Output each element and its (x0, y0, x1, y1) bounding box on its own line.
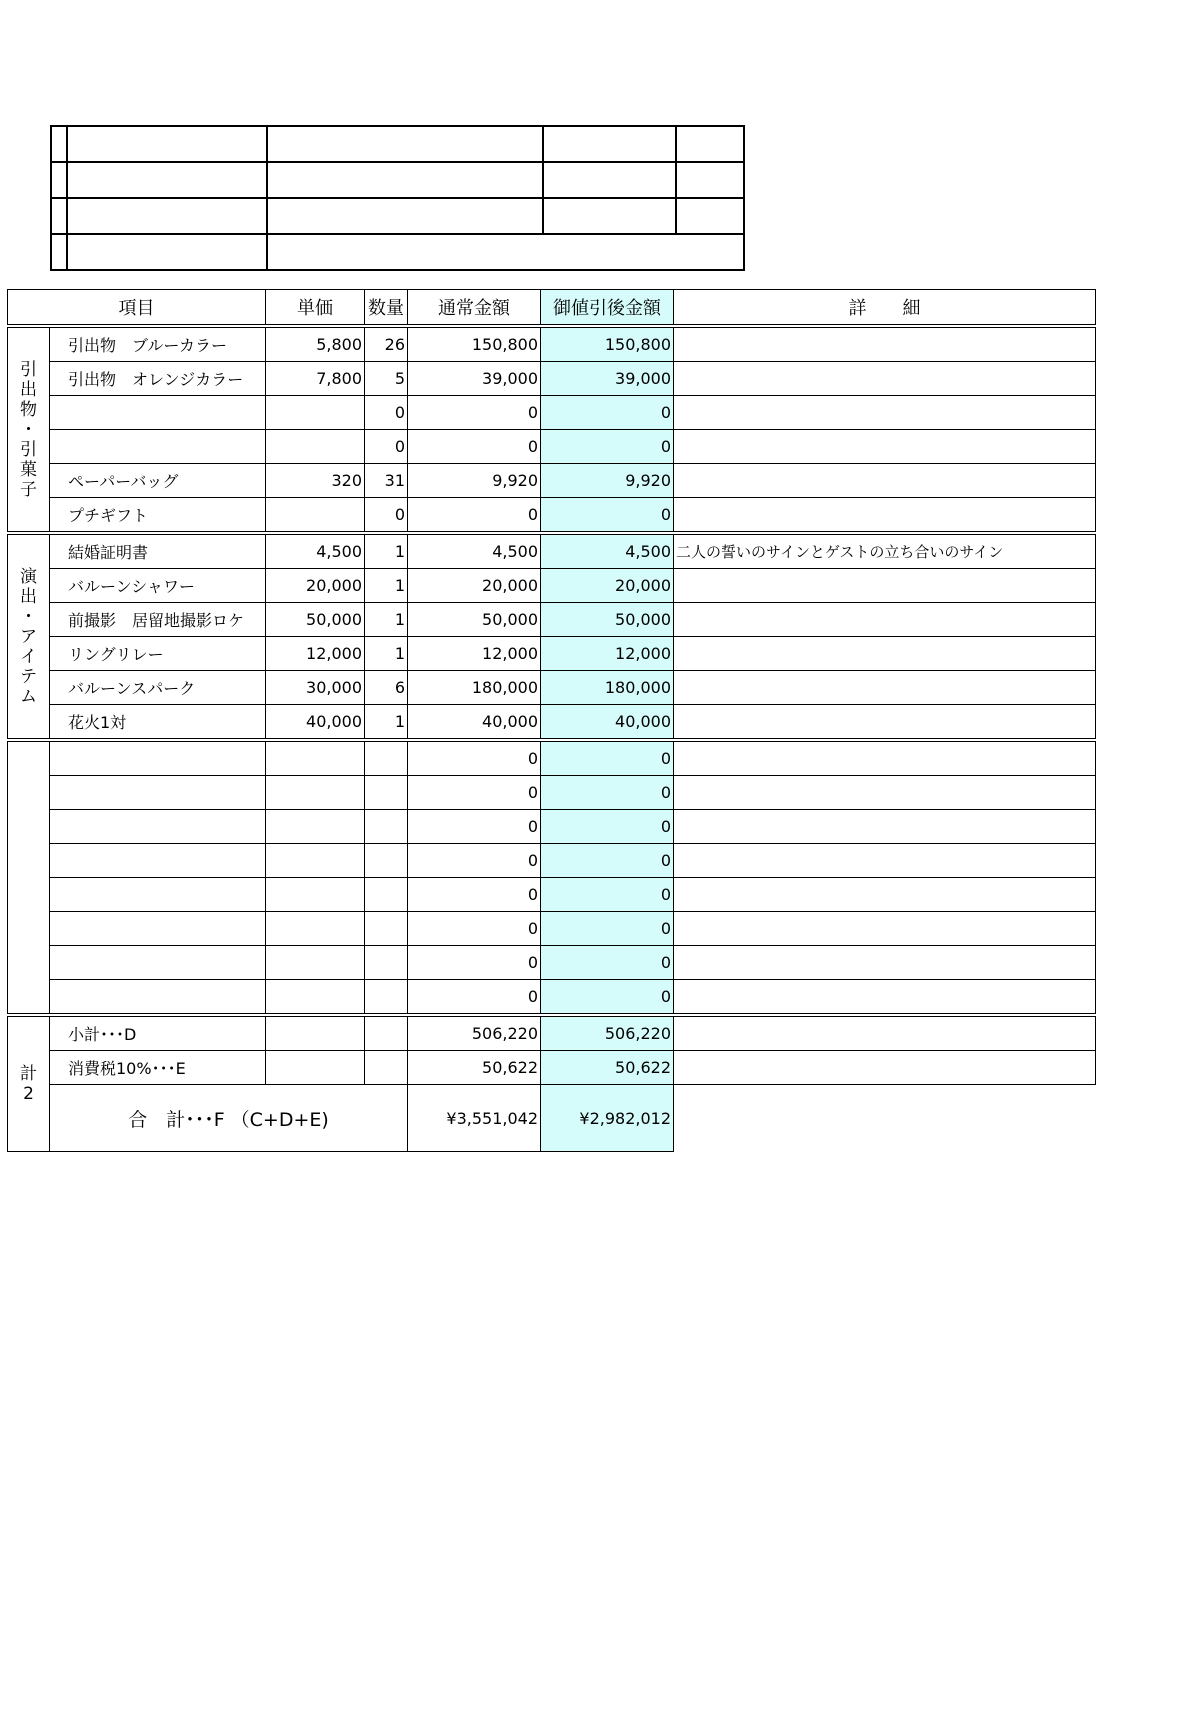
discount-amount: 0 (541, 430, 674, 464)
detail (674, 878, 1096, 912)
detail: 二人の誓いのサインとゲストの立ち合いのサイン (674, 533, 1096, 569)
header-qty: 数量 (365, 290, 408, 327)
group-label-char: 引 (20, 439, 37, 460)
item-name (50, 430, 266, 464)
quantity: 5 (365, 362, 408, 396)
quantity (365, 980, 408, 1016)
normal-amount: 9,920 (408, 464, 541, 498)
item-name: 花火1対 (50, 705, 266, 741)
item-name: ペーパーバッグ (50, 464, 266, 498)
unit-price: 50,000 (266, 603, 365, 637)
quantity (365, 740, 408, 776)
table-header-row (8, 290, 1096, 327)
info-cell (51, 234, 67, 270)
detail (674, 1051, 1096, 1085)
discount-amount: 180,000 (541, 671, 674, 705)
group-label-char: ・ (20, 419, 37, 440)
detail (674, 980, 1096, 1016)
quantity: 1 (365, 705, 408, 741)
discount-amount: 0 (541, 946, 674, 980)
item-name (50, 912, 266, 946)
info-cell (543, 162, 676, 198)
item-name: プチギフト (50, 498, 266, 534)
group-label-char: 演 (20, 566, 37, 587)
subtotal-row (8, 1015, 1096, 1051)
item-name: バルーンシャワー (50, 569, 266, 603)
header-item: 項目 (8, 290, 266, 327)
header-normal-amount: 通常金額 (408, 290, 541, 327)
normal-amount: 0 (408, 810, 541, 844)
detail (674, 776, 1096, 810)
quantity (365, 878, 408, 912)
quantity (365, 912, 408, 946)
table-row (8, 464, 1096, 498)
item-name: リングリレー (50, 637, 266, 671)
group-label-total (8, 1015, 50, 1152)
item-name (50, 740, 266, 776)
detail (674, 396, 1096, 430)
detail (674, 740, 1096, 776)
group-label-char: テ (20, 666, 37, 687)
discount-amount: 0 (541, 396, 674, 430)
item-name: 引出物 オレンジカラー (50, 362, 266, 396)
info-cell (51, 198, 67, 234)
info-cell (676, 126, 744, 162)
group-label-char: ・ (20, 606, 37, 627)
detail (674, 912, 1096, 946)
detail (674, 569, 1096, 603)
quantity: 1 (365, 637, 408, 671)
subtotal-normal: 506,220 (408, 1015, 541, 1051)
quantity (365, 946, 408, 980)
info-cell (267, 162, 543, 198)
table-row (8, 912, 1096, 946)
group-label-char: ア (20, 626, 37, 647)
group-label-char: イ (20, 646, 37, 667)
normal-amount: 0 (408, 878, 541, 912)
quantity: 6 (365, 671, 408, 705)
normal-amount: 39,000 (408, 362, 541, 396)
info-cell (267, 126, 543, 162)
subtotal-label: 小計･･･D (50, 1015, 266, 1051)
group-label-gifts (8, 326, 50, 533)
item-name (50, 396, 266, 430)
detail (674, 430, 1096, 464)
empty-cell (365, 1015, 408, 1051)
table-row (8, 878, 1096, 912)
quantity: 0 (365, 498, 408, 534)
item-name (50, 844, 266, 878)
blank-area (674, 1085, 1096, 1152)
group-label-char: 菓 (20, 459, 37, 480)
table-row (8, 362, 1096, 396)
unit-price (266, 498, 365, 534)
normal-amount: 0 (408, 776, 541, 810)
normal-amount: 0 (408, 430, 541, 464)
group-label-char: 子 (20, 479, 37, 500)
discount-amount: 0 (541, 776, 674, 810)
quantity: 1 (365, 569, 408, 603)
quantity: 0 (365, 396, 408, 430)
info-cell (51, 162, 67, 198)
info-cell (67, 234, 267, 270)
unit-price (266, 430, 365, 464)
item-name (50, 946, 266, 980)
normal-amount: 40,000 (408, 705, 541, 741)
tax-label: 消費税10%･･･E (50, 1051, 266, 1085)
group-label-char: 引 (20, 359, 37, 380)
unit-price (266, 912, 365, 946)
detail (674, 362, 1096, 396)
item-name (50, 776, 266, 810)
unit-price: 30,000 (266, 671, 365, 705)
unit-price (266, 844, 365, 878)
discount-amount: 0 (541, 980, 674, 1016)
normal-amount: 0 (408, 946, 541, 980)
discount-amount: 20,000 (541, 569, 674, 603)
info-cell (676, 162, 744, 198)
table-row (8, 498, 1096, 534)
empty-cell (266, 1051, 365, 1085)
table-row (8, 740, 1096, 776)
detail (674, 326, 1096, 362)
quantity: 1 (365, 603, 408, 637)
unit-price (266, 776, 365, 810)
quantity: 0 (365, 430, 408, 464)
discount-amount: 150,800 (541, 326, 674, 362)
table-row (8, 326, 1096, 362)
detail (674, 498, 1096, 534)
header-detail: 詳 細 (674, 290, 1096, 327)
group-label-items (8, 533, 50, 740)
unit-price (266, 878, 365, 912)
unit-price (266, 396, 365, 430)
group-label-char: 2 (23, 1084, 34, 1104)
quantity: 26 (365, 326, 408, 362)
detail (674, 603, 1096, 637)
group-label-text (8, 567, 49, 707)
quantity (365, 810, 408, 844)
empty-cell (365, 1051, 408, 1085)
group-label-text (8, 360, 49, 500)
detail (674, 1015, 1096, 1051)
estimate-table (7, 289, 1096, 1152)
group-label-char: 物 (20, 399, 37, 420)
detail (674, 464, 1096, 498)
info-cell (267, 198, 543, 234)
info-cell (51, 126, 67, 162)
detail (674, 810, 1096, 844)
empty-cell (266, 1015, 365, 1051)
discount-amount: 12,000 (541, 637, 674, 671)
item-name (50, 980, 266, 1016)
item-name (50, 878, 266, 912)
header-discount-amount: 御値引後金額 (541, 290, 674, 327)
subtotal-discount: 506,220 (541, 1015, 674, 1051)
unit-price: 12,000 (266, 637, 365, 671)
unit-price: 4,500 (266, 533, 365, 569)
group-label-blank (8, 740, 50, 1015)
detail (674, 637, 1096, 671)
item-name (50, 810, 266, 844)
info-cell (543, 198, 676, 234)
unit-price: 40,000 (266, 705, 365, 741)
table-row (8, 430, 1096, 464)
normal-amount: 20,000 (408, 569, 541, 603)
discount-amount: 0 (541, 498, 674, 534)
quantity: 1 (365, 533, 408, 569)
discount-amount: 0 (541, 844, 674, 878)
unit-price (266, 980, 365, 1016)
info-cell (676, 198, 744, 234)
group-label-char: 出 (20, 586, 37, 607)
item-name: バルーンスパーク (50, 671, 266, 705)
grand-total-normal: ¥3,551,042 (408, 1085, 541, 1152)
group-label-char: 出 (20, 379, 37, 400)
detail (674, 844, 1096, 878)
normal-amount: 150,800 (408, 326, 541, 362)
normal-amount: 0 (408, 396, 541, 430)
table-row (8, 671, 1096, 705)
table-row (8, 637, 1096, 671)
grand-total-discount: ¥2,982,012 (541, 1085, 674, 1152)
table-row (8, 396, 1096, 430)
discount-amount: 39,000 (541, 362, 674, 396)
table-row (8, 810, 1096, 844)
quantity: 31 (365, 464, 408, 498)
normal-amount: 50,000 (408, 603, 541, 637)
unit-price (266, 740, 365, 776)
table-row (8, 776, 1096, 810)
grand-total-row (8, 1085, 1096, 1152)
normal-amount: 0 (408, 498, 541, 534)
info-cell (267, 234, 744, 270)
discount-amount: 9,920 (541, 464, 674, 498)
discount-amount: 0 (541, 912, 674, 946)
detail (674, 946, 1096, 980)
quantity (365, 776, 408, 810)
table-row (8, 533, 1096, 569)
unit-price (266, 810, 365, 844)
discount-amount: 0 (541, 878, 674, 912)
tax-normal: 50,622 (408, 1051, 541, 1085)
normal-amount: 4,500 (408, 533, 541, 569)
normal-amount: 0 (408, 844, 541, 878)
unit-price: 20,000 (266, 569, 365, 603)
detail (674, 705, 1096, 741)
tax-discount: 50,622 (541, 1051, 674, 1085)
table-row (8, 844, 1096, 878)
table-row (8, 603, 1096, 637)
item-name: 引出物 ブルーカラー (50, 326, 266, 362)
quantity (365, 844, 408, 878)
discount-amount: 4,500 (541, 533, 674, 569)
unit-price (266, 946, 365, 980)
tax-row (8, 1051, 1096, 1085)
table-row (8, 980, 1096, 1016)
table-row (8, 705, 1096, 741)
normal-amount: 0 (408, 912, 541, 946)
group-label-text (8, 1064, 49, 1104)
unit-price: 320 (266, 464, 365, 498)
group-label-char: ム (20, 686, 37, 707)
header-info-table (50, 125, 745, 271)
discount-amount: 50,000 (541, 603, 674, 637)
discount-amount: 0 (541, 810, 674, 844)
discount-amount: 40,000 (541, 705, 674, 741)
table-row (8, 569, 1096, 603)
unit-price: 5,800 (266, 326, 365, 362)
normal-amount: 180,000 (408, 671, 541, 705)
item-name: 前撮影 居留地撮影ロケ (50, 603, 266, 637)
discount-amount: 0 (541, 740, 674, 776)
normal-amount: 12,000 (408, 637, 541, 671)
detail (674, 671, 1096, 705)
info-cell (543, 126, 676, 162)
grand-total-label: 合 計･･･F （C+D+E) (50, 1085, 408, 1152)
normal-amount: 0 (408, 740, 541, 776)
info-cell (67, 162, 267, 198)
unit-price: 7,800 (266, 362, 365, 396)
normal-amount: 0 (408, 980, 541, 1016)
info-cell (67, 126, 267, 162)
table-row (8, 946, 1096, 980)
info-cell (67, 198, 267, 234)
header-unit-price: 単価 (266, 290, 365, 327)
item-name: 結婚証明書 (50, 533, 266, 569)
group-label-char: 計 (20, 1064, 37, 1084)
